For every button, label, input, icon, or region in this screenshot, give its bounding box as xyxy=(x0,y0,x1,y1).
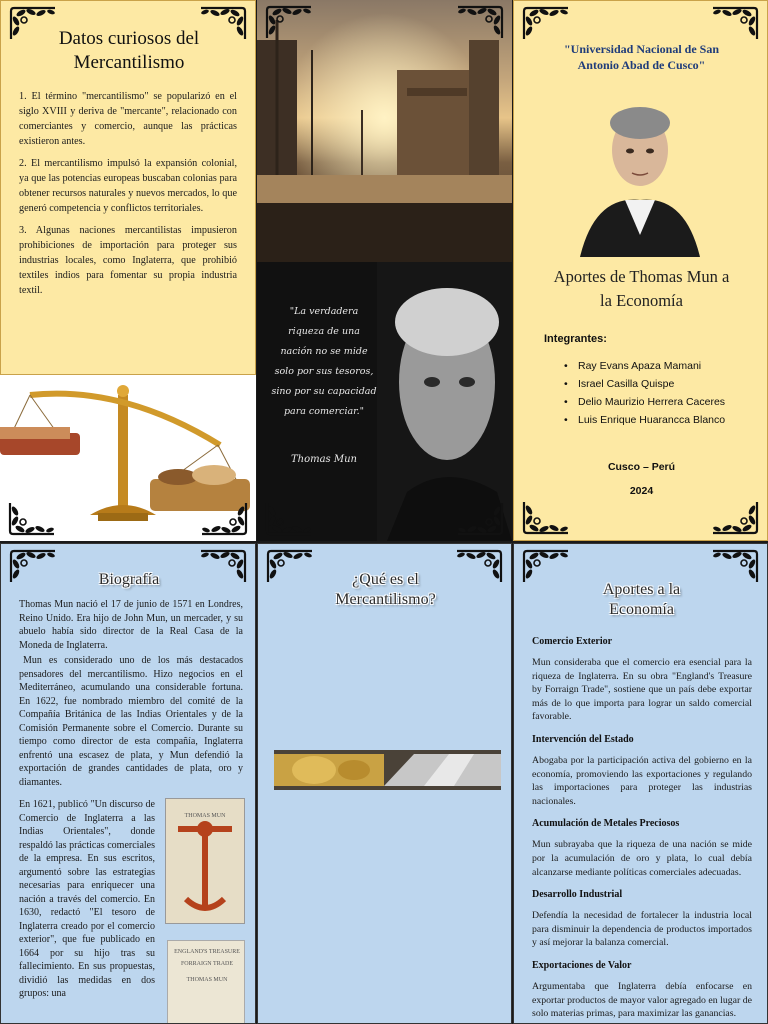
flourish-ornament xyxy=(196,499,250,537)
book-title: FORRAIGN TRADE xyxy=(180,961,234,967)
location-text: Cusco – Perú xyxy=(607,461,676,473)
biografia-paragraph: Thomas Mun nació el 17 de junio de 1571 en Londres, Reino Unido. Era hijo de John Mun, un mercader, y su abuelo había sido director de la Real Casa de la Moneda de Inglaterra. xyxy=(19,599,243,651)
flourish-ornament xyxy=(6,499,60,537)
book-cover-image xyxy=(165,798,245,924)
aportes-content xyxy=(532,636,752,1024)
section-heading: Intervención del Estado xyxy=(532,733,634,745)
member-item: • Delio Maurizio Herrera Caceres xyxy=(564,393,725,411)
section-text: Mun consideraba que el comercio era esencial para la riqueza de Inglaterra. En su obra "England's Treasure by Forraign Trade", sostiene que un país debe exportar más de lo que importa para lograr un saldo comercial favorable. xyxy=(532,657,752,723)
flourish-ornament xyxy=(452,4,506,42)
quote-author: Thomas Mun xyxy=(290,454,357,465)
cover-panel xyxy=(513,0,768,541)
member-item: • Ray Evans Apaza Mamani xyxy=(564,357,725,375)
section-heading: Comercio Exterior xyxy=(532,636,613,647)
university-line: "Universidad Nacional de San xyxy=(563,42,720,56)
datos-curiosos-title xyxy=(1,27,256,75)
section-text: Argumentaba que Inglaterra debía enfocarse en exportar productos de mayor valor agregado en lugar de solo materias primas, para maximizar las ganancias. xyxy=(532,980,752,1020)
book-cover-image xyxy=(167,940,245,1024)
gold-bars-image xyxy=(274,750,501,790)
facts-list xyxy=(19,89,237,305)
title-line: Mercantilismo? xyxy=(335,591,436,608)
biografia-panel xyxy=(0,543,256,1024)
fact-item: 3. Algunas naciones mercantilistas impusieron prohibiciones de importación para proteger sus industrias locales, como Inglaterra, que prohibió textiles indios para fomentar su propia industria textil. xyxy=(19,225,237,296)
thomas-mun-portrait xyxy=(570,85,710,257)
fact-item: 2. El mercantilismo impulsó la expansión colonial, ya que las potencias europeas buscaban colonias para obtener recursos naturales y nuevos mercados, lo que generó competencia y conflictos territoriales. xyxy=(19,158,237,214)
university-name xyxy=(534,41,749,73)
balance-scale-image xyxy=(0,375,256,541)
mercantilismo-title xyxy=(288,570,483,610)
fact-item: 1. El término "mercantilismo" se popularizó en el siglo XVIII y deriva de "mercante", relacionado con comerciantes y comercio, aunque las prácticas existieron antes. xyxy=(19,91,237,147)
university-line: Antonio Abad de Cusco" xyxy=(577,58,706,72)
biografia-paragraph: Mun es considerado uno de los más destacados pensadores del mercantilismo. Hizo negocios en el Mediterráneo, acumulando una considerable fortuna. En 1622, fue nombrado miembro del comité de la Compañía Británica de las Indias Orientales y de la Comisión Permanente sobre el Comercio. Durante su tiempo como director de esta compañía, Inglaterra enfrentó una escasez de plata, y Mun defendió la exportación de grandes cantidades de plata, oro y diamantes. xyxy=(19,655,243,788)
flourish-ornament xyxy=(7,548,61,586)
title-line: Mercantilismo xyxy=(73,52,185,73)
section-text: Defendía la necesidad de fortalecer la industria local para disminuir la dependencia de productos importados y así mejorar la balanza comercial. xyxy=(532,910,752,949)
title-line: ¿Qué es el xyxy=(352,571,419,588)
brochure-title xyxy=(524,265,759,313)
title-line: Aportes de Thomas Mun a xyxy=(553,267,730,286)
title-line: Aportes a la xyxy=(602,581,681,598)
title-line: Datos curiosos del xyxy=(58,28,200,49)
quote-panel xyxy=(257,262,512,541)
flourish-ornament xyxy=(707,5,761,43)
section-text: Abogaba por la participación activa del gobierno en la economía, promoviendo las exportaciones y regulando las importaciones para proteger las industrias nacionales. xyxy=(532,754,752,807)
title-line: Economía xyxy=(609,601,674,618)
section-heading: Acumulación de Metales Preciosos xyxy=(532,818,680,830)
aportes-title xyxy=(564,580,719,620)
member-item: • Israel Casilla Quispe xyxy=(564,375,725,393)
members-list xyxy=(564,357,725,429)
flourish-ornament xyxy=(520,498,574,536)
section-heading: Desarrollo Industrial xyxy=(532,889,623,901)
member-item: • Luis Enrique Huarancca Blanco xyxy=(564,411,725,429)
members-label: Integrantes: xyxy=(544,333,607,345)
aportes-panel xyxy=(513,543,768,1024)
flourish-ornament xyxy=(520,5,574,43)
harbor-painting-image xyxy=(257,0,512,262)
flourish-ornament xyxy=(195,548,249,586)
flourish-ornament xyxy=(263,4,317,42)
flourish-ornament xyxy=(263,499,317,537)
year-text: 2024 xyxy=(629,485,654,497)
biografia-title: Biografía xyxy=(98,571,160,588)
mercantilismo-panel xyxy=(257,543,512,1024)
book-author: THOMAS MUN xyxy=(184,813,226,819)
section-heading: Exportaciones de Valor xyxy=(532,959,632,971)
book-author: THOMAS MUN xyxy=(186,977,228,983)
datos-curiosos-panel xyxy=(0,0,256,375)
quote-text: "La verdadera riqueza de una nación no se mide solo por sus tesoros, sino por su capacidad para comerciar." xyxy=(271,306,377,417)
biografia-paragraph: En 1621, publicó "Un discurso de Comercio de Inglaterra a las Indias Orientales", donde respaldó las prácticas comerciales de la empresa. En sus escritos, argumentó sobre las estrategias necesarias para enriquecer una nación a través del comercio. En 1630, redactó "El tesoro de Inglaterra creado por el comercio exterior", que fue publicado en 1664 por su hijo tras su fallecimiento. En sus propuestas, dividió las medidas en dos grupos: una xyxy=(19,799,155,999)
title-line: la Economía xyxy=(600,291,683,310)
flourish-ornament xyxy=(707,498,761,536)
book-title: ENGLAND'S TREASURE xyxy=(174,949,240,955)
section-text: Mun subrayaba que la riqueza de una nación se mide por la acumulación de oro y plata, lo cual debía alcanzarse mediante políticas comerciales adecuadas. xyxy=(532,839,752,878)
flourish-ornament xyxy=(452,499,506,537)
